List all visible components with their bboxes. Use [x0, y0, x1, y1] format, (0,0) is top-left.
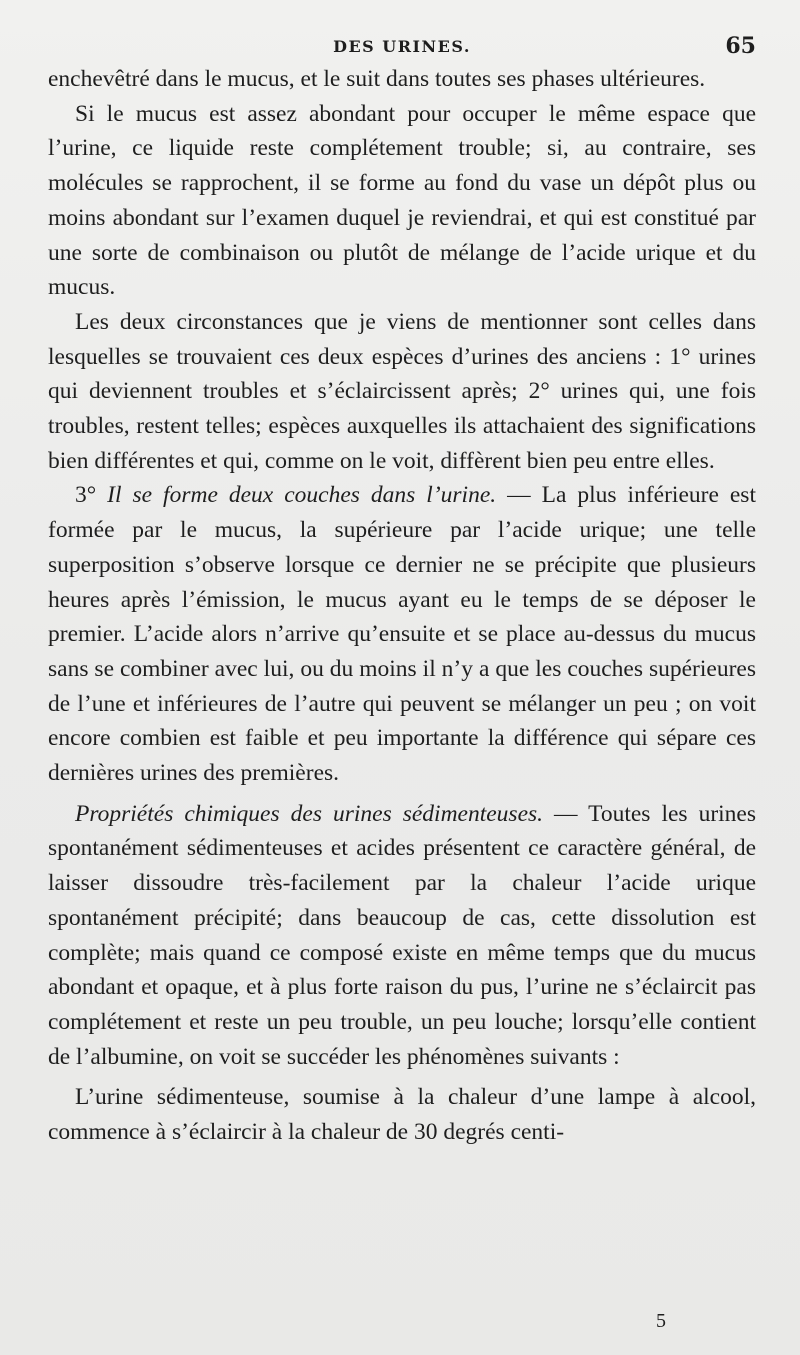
- paragraph-text: enchevêtré dans le mucus, et le suit dans toutes ses phases ultérieures.: [48, 66, 706, 92]
- paragraph-text: Les deux circonstances que je viens de mentionner sont celles dans lesquelles se trouvaient ces deux espèces d’urines des anciens : 1° urines qui deviennent troubles et s’éclaircissent après; 2° urines qui, une fois troubles, restent telles; espèces auxquelles ils attachaient des significations bien différentes et qui, comme on le voit, diffèrent bien peu entre elles.: [48, 308, 756, 474]
- running-head: [48, 0, 756, 62]
- paragraph-text: — Toutes les urines spontanément sédimenteuses et acides présentent ce caractère général, de laisser dissoudre très-facilement par la chaleur l’acide urique spontanément précipité; dans beaucoup de cas, cette dissolution est complète; mais quand ce composé existe en même temps que du mucus abondant et opaque, et à plus forte raison du pus, l’urine ne s’éclaircit pas complétement et reste un peu trouble, un peu louche; lorsqu’elle contient de l’albumine, on voit se succéder les phénomènes suivants :: [48, 800, 756, 1070]
- paragraph-circumstances: [48, 305, 756, 479]
- paragraph-text: Si le mucus est assez abondant pour occuper le même espace que l’urine, ce liquide reste complétement trouble; si, au contraire, ses molécules se rapprochent, il se forme au fond du vase un dépôt plus ou moins abondant sur l’examen duquel je reviendrai, et qui est constitué par une sorte de combinaison ou plutôt de mélange de l’acide urique et du mucus.: [48, 100, 756, 301]
- signature-mark: 5: [656, 1310, 666, 1332]
- body-text: [48, 62, 756, 1150]
- item-number: 3°: [75, 482, 108, 509]
- running-title: DES URINES.: [333, 37, 471, 56]
- paragraph-continuation: [48, 62, 756, 97]
- paragraph-mucus-abundance: [48, 97, 756, 305]
- paragraph-lamp-heating: [48, 1080, 756, 1149]
- paragraph-chemical-properties: [48, 797, 756, 1075]
- page-number: 65: [725, 33, 756, 59]
- paragraph-text: — La plus inférieure est formée par le mucus, la supérieure par l’acide urique; une telle superposition s’observe lorsque ce dernier ne se précipite que plusieurs heures après l’émission, le mucus ayant eu le temps de se déposer le premier. L’acide alors n’arrive qu’ensuite et se place au-dessus du mucus sans se combiner avec lui, ou du moins il n’y a que les couches supérieures de l’une et inférieures de l’autre qui peuvent se mélanger un peu ; on voit encore combien est faible et peu importante la différence qui sépare ces dernières urines des premières.: [48, 482, 756, 787]
- paragraph-two-layers: [48, 478, 756, 790]
- section-heading-italic: Il se forme deux couches dans l’urine.: [107, 482, 508, 509]
- paragraph-text: L’urine sédimenteuse, soumise à la chaleur d’une lampe à alcool, commence à s’éclaircir à la chaleur de 30 degrés centi-: [48, 1084, 756, 1146]
- section-heading-italic: Propriétés chimiques des urines sédimenteuses.: [75, 800, 555, 827]
